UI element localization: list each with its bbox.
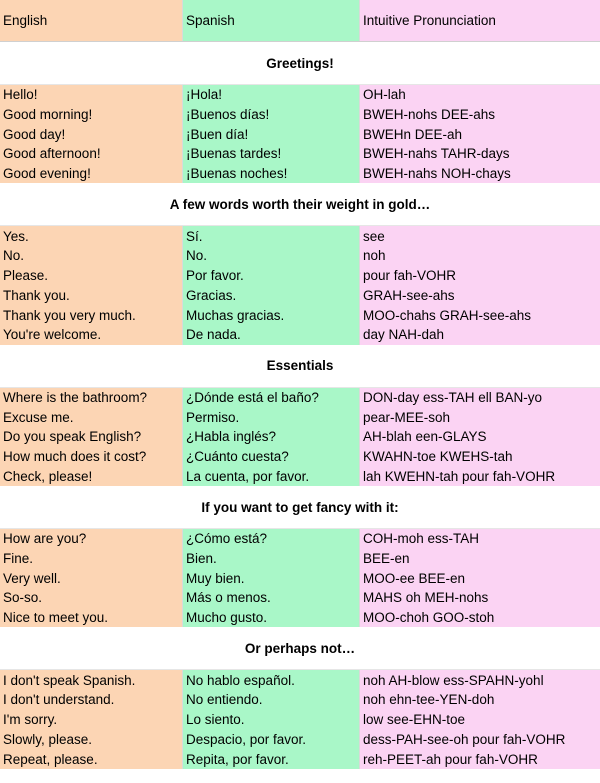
table-row bbox=[0, 144, 600, 164]
table-row bbox=[0, 608, 600, 628]
pronunciation-cell: DON-day ess-TAH ell BAN-yo bbox=[360, 388, 600, 408]
pronunciation-cell: BWEH-nahs TAHR-days bbox=[360, 144, 600, 164]
english-cell: Repeat, please. bbox=[0, 749, 183, 769]
spanish-cell: Por favor. bbox=[183, 266, 360, 286]
english-cell: Excuse me. bbox=[0, 407, 183, 427]
english-cell: Nice to meet you. bbox=[0, 608, 183, 628]
spanish-cell: De nada. bbox=[183, 325, 360, 345]
english-cell: I don't understand. bbox=[0, 690, 183, 710]
english-cell: I'm sorry. bbox=[0, 710, 183, 730]
spanish-cell: Despacio, por favor. bbox=[183, 730, 360, 750]
section-title: Greetings! bbox=[0, 42, 600, 85]
spanish-cell: ¡Buenas tardes! bbox=[183, 144, 360, 164]
table-row bbox=[0, 388, 600, 408]
pronunciation-cell: MOO-ee BEE-en bbox=[360, 568, 600, 588]
table-row bbox=[0, 710, 600, 730]
spanish-cell: ¿Cómo está? bbox=[183, 529, 360, 549]
spanish-cell: Mucho gusto. bbox=[183, 608, 360, 628]
spanish-cell: ¡Buenas noches! bbox=[183, 164, 360, 184]
pronunciation-cell: MAHS oh MEH-nohs bbox=[360, 588, 600, 608]
spanish-cell: ¿Cuánto cuesta? bbox=[183, 447, 360, 467]
spanish-cell: La cuenta, por favor. bbox=[183, 466, 360, 486]
table-row bbox=[0, 164, 600, 184]
spanish-cell: Bien. bbox=[183, 549, 360, 569]
header-english: English bbox=[0, 0, 183, 41]
spanish-cell: Muchas gracias. bbox=[183, 305, 360, 325]
pronunciation-cell: pear-MEE-soh bbox=[360, 407, 600, 427]
table-row bbox=[0, 466, 600, 486]
pronunciation-cell: MOO-chahs GRAH-see-ahs bbox=[360, 305, 600, 325]
header-spanish: Spanish bbox=[183, 0, 360, 41]
spanish-cell: Más o menos. bbox=[183, 588, 360, 608]
english-cell: I don't speak Spanish. bbox=[0, 670, 183, 690]
spanish-cell: ¿Dónde está el baño? bbox=[183, 388, 360, 408]
spanish-cell: No hablo español. bbox=[183, 670, 360, 690]
table-row bbox=[0, 568, 600, 588]
table-row bbox=[0, 305, 600, 325]
english-cell: Good afternoon! bbox=[0, 144, 183, 164]
english-cell: Hello! bbox=[0, 85, 183, 105]
pronunciation-cell: BEE-en bbox=[360, 549, 600, 569]
english-cell: Good evening! bbox=[0, 164, 183, 184]
spanish-cell: Sí. bbox=[183, 226, 360, 246]
table-row bbox=[0, 407, 600, 427]
spanish-cell: ¡Hola! bbox=[183, 85, 360, 105]
pronunciation-cell: MOO-choh GOO-stoh bbox=[360, 608, 600, 628]
table-row bbox=[0, 447, 600, 467]
english-cell: Do you speak English? bbox=[0, 427, 183, 447]
spanish-cell: No. bbox=[183, 246, 360, 266]
section-title: Or perhaps not… bbox=[0, 627, 600, 670]
spanish-cell: ¡Buenos días! bbox=[183, 105, 360, 125]
spanish-cell: Repita, por favor. bbox=[183, 749, 360, 769]
table-row bbox=[0, 105, 600, 125]
table-row bbox=[0, 286, 600, 306]
pronunciation-cell: reh-PEET-ah pour fah-VOHR bbox=[360, 749, 600, 769]
spanish-cell: Permiso. bbox=[183, 407, 360, 427]
pronunciation-cell: KWAHN-toe KWEHS-tah bbox=[360, 447, 600, 467]
table-row bbox=[0, 325, 600, 345]
section-title: Essentials bbox=[0, 345, 600, 388]
pronunciation-cell: BWEH-nohs DEE-ahs bbox=[360, 105, 600, 125]
pronunciation-cell: AH-blah een-GLAYS bbox=[360, 427, 600, 447]
table-row bbox=[0, 124, 600, 144]
table-row bbox=[0, 85, 600, 105]
table-row bbox=[0, 529, 600, 549]
header-row bbox=[0, 0, 600, 42]
english-cell: You're welcome. bbox=[0, 325, 183, 345]
english-cell: No. bbox=[0, 246, 183, 266]
english-cell: Very well. bbox=[0, 568, 183, 588]
spanish-cell: No entiendo. bbox=[183, 690, 360, 710]
pronunciation-cell: BWEH-nahs NOH-chays bbox=[360, 164, 600, 184]
table-row bbox=[0, 588, 600, 608]
english-cell: Thank you very much. bbox=[0, 305, 183, 325]
pronunciation-cell: noh AH-blow ess-SPAHN-yohl bbox=[360, 670, 600, 690]
pronunciation-cell: noh bbox=[360, 246, 600, 266]
english-cell: Yes. bbox=[0, 226, 183, 246]
table-row bbox=[0, 549, 600, 569]
spanish-cell: Lo siento. bbox=[183, 710, 360, 730]
english-cell: Please. bbox=[0, 266, 183, 286]
english-cell: Slowly, please. bbox=[0, 730, 183, 750]
pronunciation-cell: day NAH-dah bbox=[360, 325, 600, 345]
english-cell: Good morning! bbox=[0, 105, 183, 125]
table-row bbox=[0, 690, 600, 710]
table-row bbox=[0, 427, 600, 447]
pronunciation-cell: OH-lah bbox=[360, 85, 600, 105]
table-row bbox=[0, 730, 600, 750]
english-cell: Where is the bathroom? bbox=[0, 388, 183, 408]
table-row bbox=[0, 749, 600, 769]
table-row bbox=[0, 266, 600, 286]
spanish-cell: Muy bien. bbox=[183, 568, 360, 588]
spanish-cell: ¿Habla inglés? bbox=[183, 427, 360, 447]
section-title: A few words worth their weight in gold… bbox=[0, 183, 600, 226]
table-row bbox=[0, 670, 600, 690]
english-cell: Thank you. bbox=[0, 286, 183, 306]
pronunciation-cell: see bbox=[360, 226, 600, 246]
pronunciation-cell: BWEHn DEE-ah bbox=[360, 124, 600, 144]
english-cell: How much does it cost? bbox=[0, 447, 183, 467]
pronunciation-cell: low see-EHN-toe bbox=[360, 710, 600, 730]
pronunciation-cell: COH-moh ess-TAH bbox=[360, 529, 600, 549]
table-row bbox=[0, 246, 600, 266]
spanish-cell: Gracias. bbox=[183, 286, 360, 306]
english-cell: How are you? bbox=[0, 529, 183, 549]
section-title: If you want to get fancy with it: bbox=[0, 486, 600, 529]
table-row bbox=[0, 226, 600, 246]
pronunciation-cell: GRAH-see-ahs bbox=[360, 286, 600, 306]
pronunciation-cell: noh ehn-tee-YEN-doh bbox=[360, 690, 600, 710]
header-pronunciation: Intuitive Pronunciation bbox=[360, 0, 600, 41]
pronunciation-cell: dess-PAH-see-oh pour fah-VOHR bbox=[360, 730, 600, 750]
pronunciation-cell: pour fah-VOHR bbox=[360, 266, 600, 286]
english-cell: So-so. bbox=[0, 588, 183, 608]
spanish-cell: ¡Buen día! bbox=[183, 124, 360, 144]
english-cell: Check, please! bbox=[0, 466, 183, 486]
pronunciation-cell: lah KWEHN-tah pour fah-VOHR bbox=[360, 466, 600, 486]
english-cell: Fine. bbox=[0, 549, 183, 569]
sections-container bbox=[0, 42, 600, 769]
english-cell: Good day! bbox=[0, 124, 183, 144]
